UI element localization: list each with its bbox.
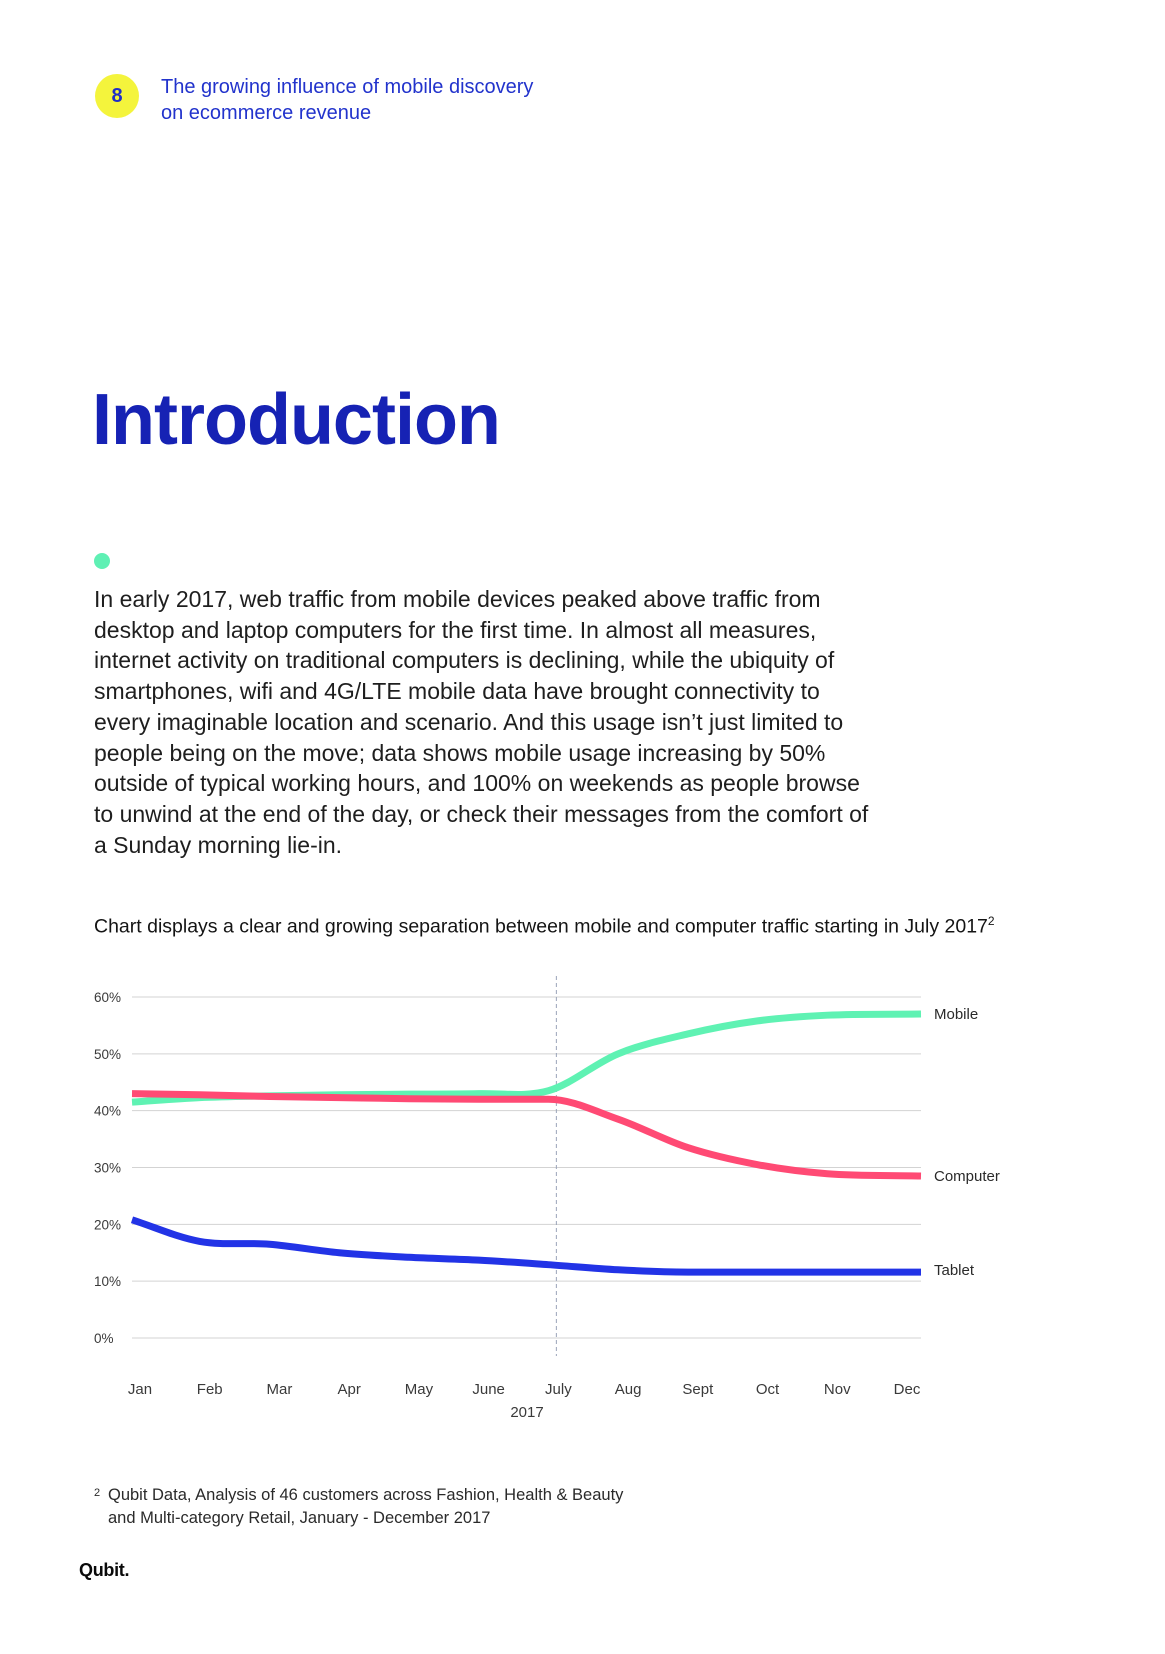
bullet-dot-icon [94, 553, 110, 569]
chart-caption-text: Chart displays a clear and growing separation between mobile and computer traffic starting in July 2017 [94, 915, 988, 938]
y-tick-label: 30% [94, 1160, 122, 1176]
series-lines [132, 1014, 921, 1272]
series-labels [934, 1006, 1000, 1279]
x-axis-tick-labels [128, 1381, 921, 1398]
header-title: The growing influence of mobile discovery on ecommerce revenue [161, 76, 534, 124]
y-tick-label: 0% [94, 1331, 114, 1346]
x-tick-label: Mar [266, 1381, 293, 1398]
series-line-computer [132, 1094, 921, 1176]
series-label-computer: Computer [934, 1168, 1000, 1186]
series-line-tablet [132, 1220, 921, 1272]
chart-caption-footnote-ref: 2 [987, 914, 995, 928]
page-number: 8 [111, 84, 123, 107]
series-line-mobile [132, 1014, 921, 1102]
x-tick-label: July [545, 1381, 572, 1398]
footnote-text-2: and Multi-category Retail, January - December 2017 [108, 1509, 491, 1527]
y-tick-label: 20% [94, 1217, 122, 1233]
qubit-logo: Qubit. [79, 1560, 130, 1580]
y-tick-label: 10% [94, 1274, 122, 1290]
series-label-mobile: Mobile [934, 1006, 979, 1024]
x-tick-label: Dec [893, 1381, 921, 1398]
x-tick-label: Aug [614, 1381, 642, 1398]
grid-lines [132, 997, 921, 1338]
x-tick-label: Jan [127, 1381, 153, 1398]
x-tick-label: Nov [823, 1381, 851, 1398]
chart-caption [94, 914, 995, 939]
page-number-badge [95, 74, 139, 118]
section-title: Introduction [92, 380, 500, 460]
x-tick-label: May [404, 1381, 434, 1398]
footnote [94, 1484, 714, 1530]
x-tick-label: Apr [337, 1381, 361, 1398]
x-axis-label: 2017 [510, 1404, 544, 1421]
intro-paragraph: In early 2017, web traffic from mobile devices peaked above traffic from desktop and laptop computers for the first time. In almost all measures, internet activity on traditional computers is declining, while the ubiquity of smartphones, wifi and 4G/LTE mobile data have brought connectivity to every imaginable location and scenario. And this usage isn’t just limited to people being on the move; data shows mobile usage increasing by 50% outside of typical working hours, and 100% on weekends as people browse to unwind at the end of the day, or check their messages from the comfort of a Sunday morning lie-in. [94, 586, 869, 858]
series-label-tablet: Tablet [934, 1262, 975, 1280]
y-tick-label: 50% [94, 1046, 122, 1062]
footnote-line-1 [94, 1484, 714, 1507]
y-tick-label: 60% [94, 990, 122, 1005]
y-axis-tick-labels [94, 990, 121, 1346]
footnote-text-1: Qubit Data, Analysis of 46 customers across Fashion, Health & Beauty [108, 1486, 624, 1504]
x-tick-label: Sept [682, 1381, 714, 1398]
x-tick-label: Oct [755, 1381, 780, 1398]
footnote-mark: 2 [94, 1487, 101, 1499]
traffic-line-chart [0, 960, 1165, 1440]
x-tick-label: Feb [196, 1381, 223, 1398]
x-tick-label: June [472, 1381, 505, 1398]
y-tick-label: 40% [94, 1103, 122, 1119]
